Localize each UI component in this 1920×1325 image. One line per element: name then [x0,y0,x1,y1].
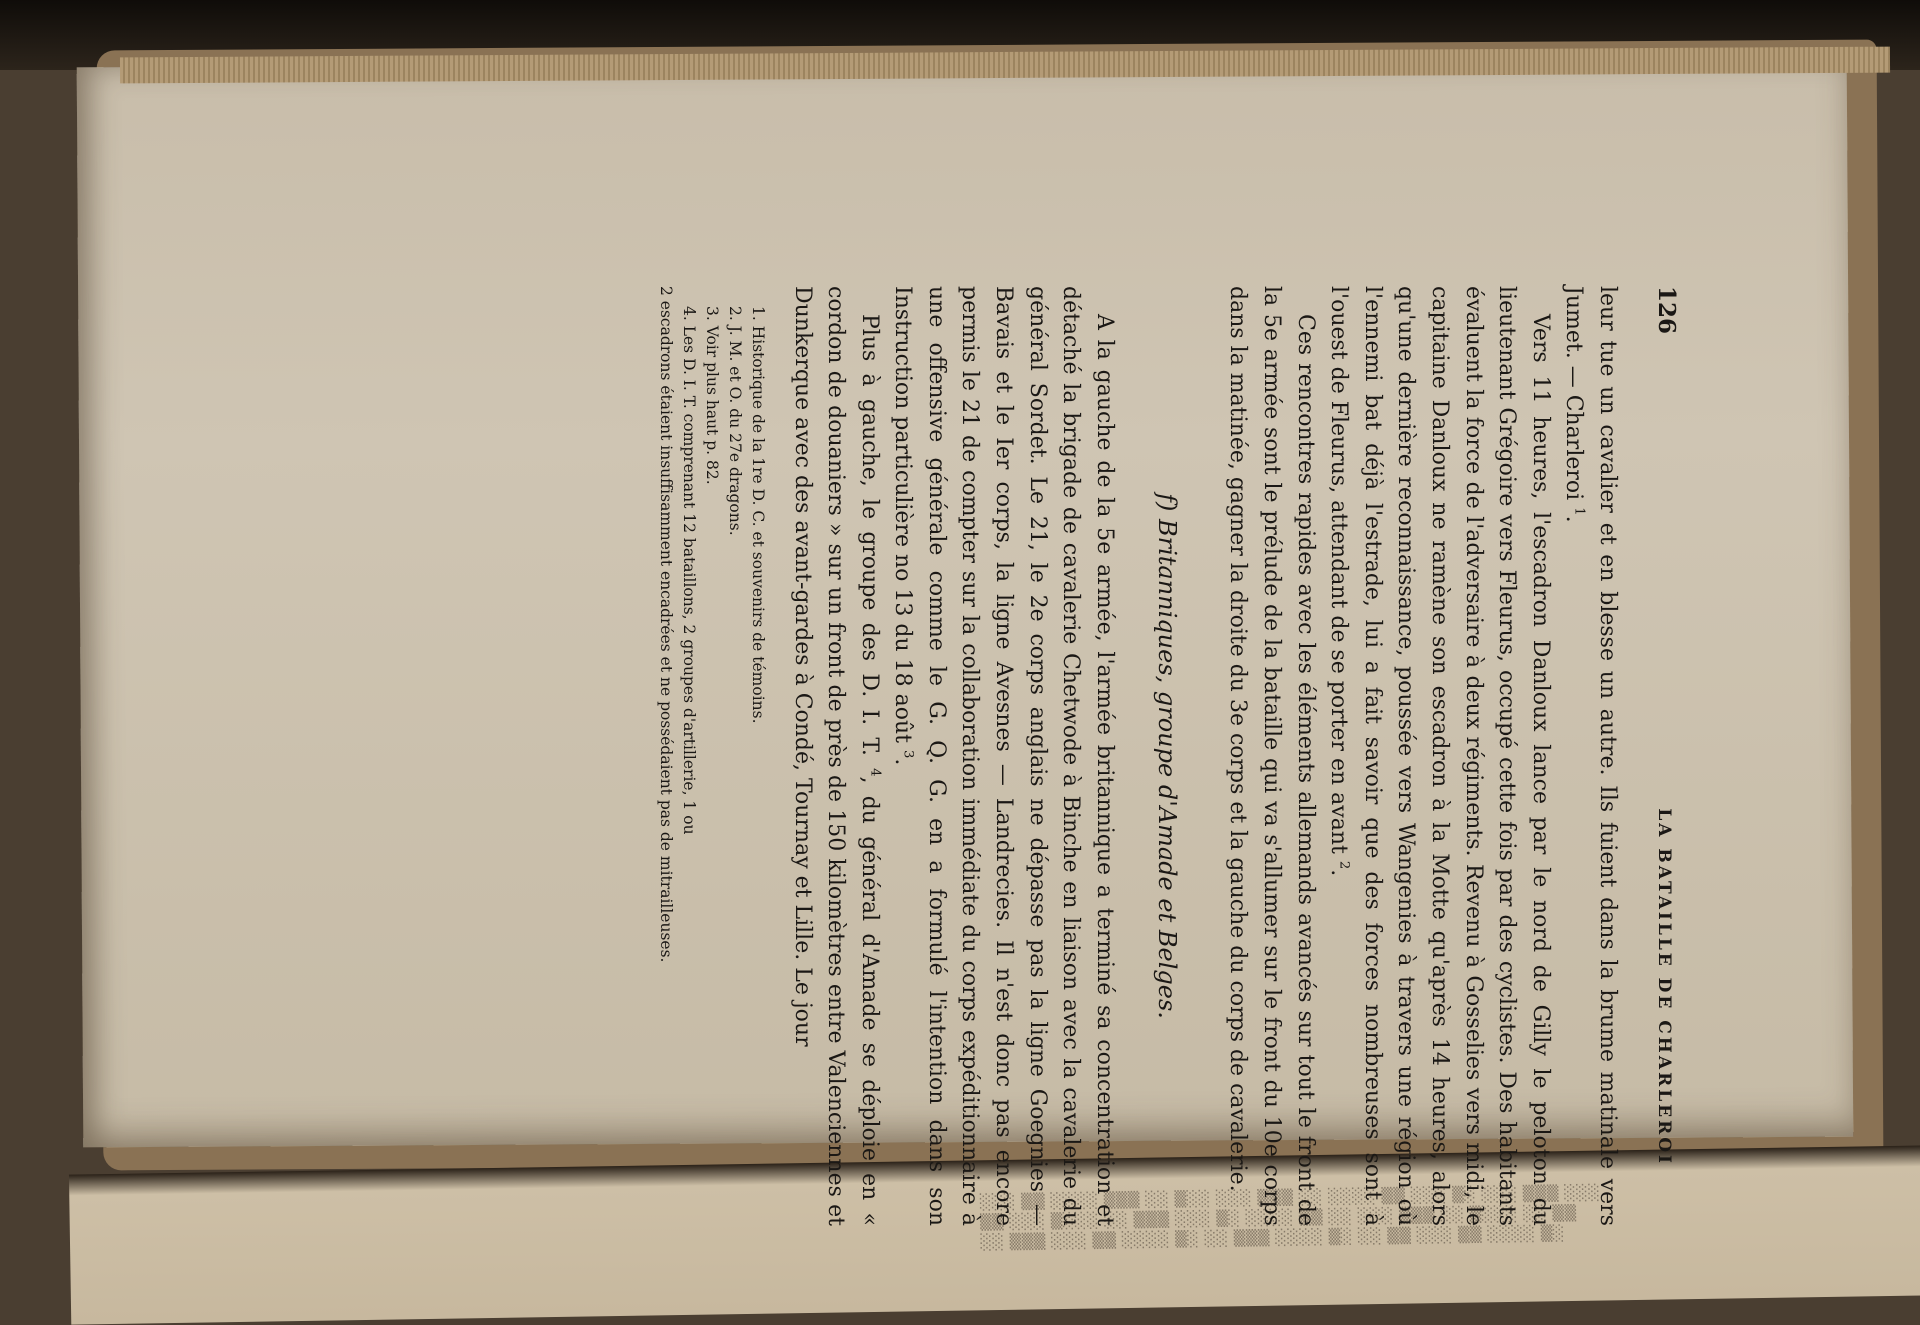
paragraph-4-end: . [890,758,916,766]
footnotes [654,286,769,1226]
rotated-page-text [320,286,1680,1226]
footnote-ref-3: 3 [900,749,916,759]
footnote-ref-1: 1 [1571,507,1587,516]
paragraph-2-end: . [1326,869,1352,877]
footnote-4: 4. Les D. I. T. comprenant 12 bataillons, 2 groupes d'artillerie, 1 ou [679,306,698,835]
paragraph-1-end: . [1561,515,1587,523]
paragraph-5-text-a: Plus à gauche, le groupe des D. I. T. [856,314,882,756]
paragraph-2 [1322,286,1557,1226]
section-heading: f) Britanniques, groupe d'Amade et Belges. [1152,493,1181,1019]
footnote-3: 3. Voir plus haut p. 82. [702,306,721,485]
footnote-ref-2: 2 [1336,860,1352,870]
paragraph-4-text: A la gauche de la 5e armée, l'armée britannique a terminé sa concentration et détaché la brigade de cavalerie Chetwode à Binche en liaison avec la cavalerie du général Sordet. Le 21, le 2e corps anglais ne dépasse pas la ligne Goegnies — Bavais et le Ier corps, la ligne Avesnes — Landrecies. Il n'est donc pas encore permis le 21 de compter sur la collaboration immédiate du corps expéditionnaire à une offensive générale comme le G. Q. G. en a formulé l'intention dans son Instruction particulière no 13 du 18 août [890,286,1117,1226]
running-head: LA BATAILLE DE CHARLEROI [1654,808,1674,1166]
paragraph-2-text: Vers 11 heures, l'escadron Danloux lance par le nord de Gilly le peloton du lieutenant Grégoire vers Fleurus, occupé cette fois par des cyclistes. Des habitants évaluent la force de l'adversaire à deux régiments. Revenu à Gosselies vers midi, le capitaine Danloux ne ramène son escadron à la Motte qu'après 14 heures, alors qu'une dernière reconnaissance, poussée vers Wangenies à travers une région où l'ennemi bat déjà l'estrade, lui a fait savoir que des forces nombreuses sont à l'ouest de Fleurus, attendant de se porter en avant [1326,286,1553,1226]
paragraph-5 [785,286,886,1226]
paragraph-4 [886,286,1121,1226]
page-number: 126 [1653,286,1680,335]
page-header [1624,286,1680,1226]
paragraph-1 [1557,286,1624,1226]
body-text [785,286,1624,1226]
footnote-1: 1. Historique de la 1re D. C. et souvenirs de témoins. [748,306,767,724]
footnote-4-continued: 2 escadrons étaient insuffisamment encadrées et ne possédaient pas de mitrailleuses. [656,286,675,963]
paragraph-5-text-b: , du général d'Amade se déploie en « cordon de douaniers » sur un front de près de 150 kilomètres entre Valenciennes et Dunkerque avec des avant-gardes à Condé, Tournay et Lille. Le jour [789,286,882,1226]
paragraph-3: Ces rencontres rapides avec les éléments allemands avancés sur tout le front de la 5e armée sont le prélude de la bataille qui va s'allumer sur le front du 10e corps dans la matinée, gagner la droite du 3e corps et la gauche du corps de cavalerie. [1225,286,1318,1226]
paragraph-1-text: leur tue un cavalier et en blesse un autre. Ils fuient dans la brume matinale vers Jumet. — Charleroi [1561,286,1620,1226]
footnote-2: 2. J. M. et O. du 27e dragons. [725,306,744,536]
facing-page-blurred-text: ░░░ ▒▒ ░░░░ ▒▒▒ ░░ ▒░░ ░░░ ▒▒▒ ░░ ░░░░ ▒▒ ░░░ ▒░ ░░░ ▒▒▒ ░░░ ▒▒ ░░░ ▒░░░ ░░ ▒▒▒ ░░░ ▒░ ░░░░ ▒▒ ░░ ░░░ ▒▒▒ ░░ ▒░░░ ░░ ▒▒ ░░ ▒▒▒ ░░░ ▒▒ ░░░░ ▒░ ░░ ▒▒▒ ░░░░ ▒░ ░░ ▒▒ ░░░ ▒▒ ░░░░ ▒░ [979,1183,1601,1252]
footnote-ref-4: 4 [867,768,883,777]
